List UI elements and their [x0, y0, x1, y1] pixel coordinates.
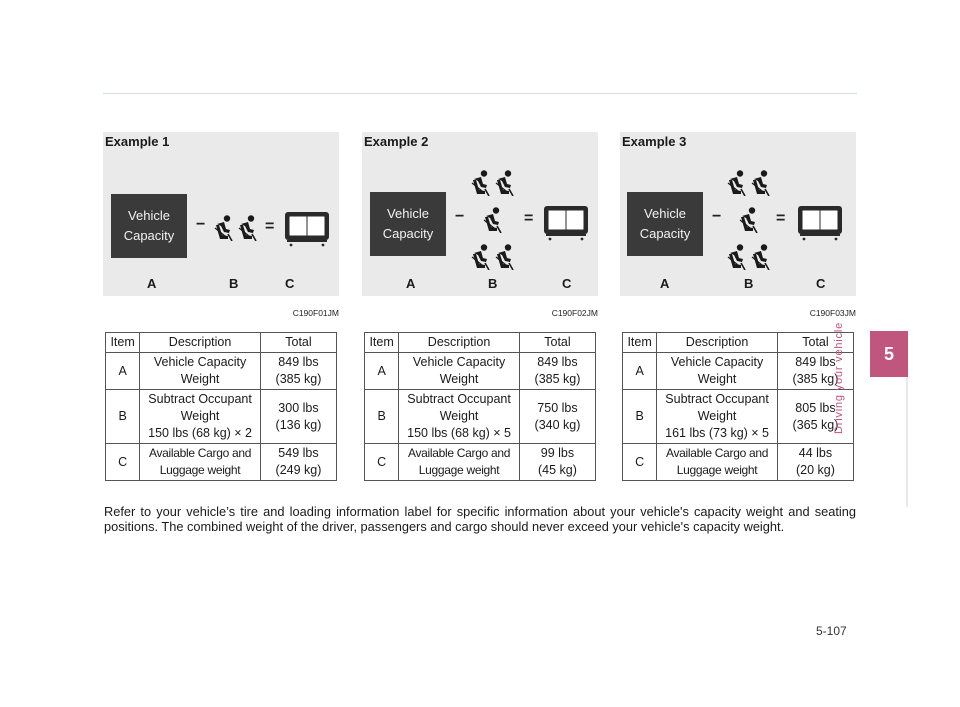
minus-sign: − — [196, 216, 206, 233]
label-c: C — [285, 276, 295, 291]
desc-line: Available Cargo and — [148, 446, 252, 460]
capacity-table — [105, 332, 337, 481]
total-lbs: 849 lbs — [278, 355, 319, 369]
desc-line: Weight — [697, 372, 737, 386]
total-lbs: 44 lbs — [798, 446, 833, 460]
capacity-table — [364, 332, 596, 481]
occupant-icon — [494, 244, 514, 270]
equals-sign: = — [265, 218, 275, 235]
total-lbs: 805 lbs — [795, 400, 836, 415]
equals-sign: = — [524, 210, 534, 227]
occupant-icon — [738, 207, 758, 233]
luggage-icon — [796, 202, 844, 242]
occupant-icon — [750, 170, 770, 196]
desc-line: Weight — [697, 409, 737, 423]
occupant-icon — [482, 207, 502, 233]
figure-code: C190F02JM — [551, 308, 598, 318]
top-rule — [103, 93, 857, 94]
total-lbs: 549 lbs — [278, 446, 319, 460]
header-item: Item — [623, 333, 657, 353]
occupant-icon — [237, 215, 257, 241]
total-kg: (365 kg) — [792, 417, 839, 432]
row-total — [260, 444, 336, 481]
row-description — [140, 353, 261, 390]
row-description — [399, 353, 520, 390]
row-description — [399, 444, 520, 481]
vehicle-capacity-box — [370, 192, 446, 256]
label-b: B — [229, 276, 239, 291]
figure-code: C190F01JM — [292, 308, 339, 318]
table-header-row — [106, 333, 337, 353]
example-title: Example 3 — [622, 134, 687, 149]
label-a: A — [406, 276, 416, 291]
vc-line-1: Vehicle — [644, 206, 686, 221]
desc-line: Luggage weight — [159, 463, 241, 477]
row-item: B — [106, 390, 140, 444]
row-total — [777, 444, 853, 481]
table-header-row — [365, 333, 596, 353]
vehicle-capacity-box — [627, 192, 703, 256]
table-row — [365, 444, 596, 481]
occupant-icon — [726, 244, 746, 270]
total-kg: (385 kg) — [275, 372, 322, 386]
occupant-icon — [494, 170, 514, 196]
example-title: Example 2 — [364, 134, 429, 149]
minus-sign: − — [712, 208, 722, 225]
row-item: A — [365, 353, 399, 390]
occupant-icon — [470, 170, 490, 196]
row-description — [657, 444, 778, 481]
label-a: A — [660, 276, 670, 291]
occupant-icon — [750, 244, 770, 270]
vc-line-1: Vehicle — [128, 208, 170, 223]
row-item: C — [106, 444, 140, 481]
row-item: A — [623, 353, 657, 390]
table-row — [365, 353, 596, 390]
desc-line: Subtract Occupant — [148, 392, 252, 406]
row-description — [140, 390, 261, 444]
desc-line: Luggage weight — [676, 463, 758, 477]
chapter-tab-strip — [906, 377, 908, 507]
desc-line: Weight — [180, 372, 220, 386]
row-total — [519, 444, 595, 481]
total-lbs: 849 lbs — [537, 355, 578, 369]
desc-line: Subtract Occupant — [407, 392, 511, 406]
vc-line-1: Vehicle — [387, 206, 429, 221]
total-kg: (385 kg) — [792, 372, 839, 386]
vc-line-2: Capacity — [639, 226, 691, 241]
total-kg: (136 kg) — [275, 417, 322, 432]
total-lbs: 99 lbs — [540, 446, 575, 460]
total-lbs: 300 lbs — [278, 400, 319, 415]
desc-line: Weight — [439, 409, 479, 423]
table-row — [623, 353, 854, 390]
label-b: B — [744, 276, 754, 291]
desc-line: Subtract Occupant — [665, 392, 769, 406]
row-total — [519, 353, 595, 390]
row-item: A — [106, 353, 140, 390]
row-item: C — [365, 444, 399, 481]
row-total — [260, 390, 336, 444]
row-item: B — [623, 390, 657, 444]
desc-line: Vehicle Capacity — [412, 355, 506, 369]
row-item: B — [365, 390, 399, 444]
label-c: C — [562, 276, 572, 291]
occupant-icon — [213, 215, 233, 241]
table-row — [106, 444, 337, 481]
total-kg: (340 kg) — [534, 417, 581, 432]
total-kg: (249 kg) — [275, 463, 322, 477]
desc-line: Available Cargo and — [665, 446, 769, 460]
luggage-icon — [283, 208, 331, 248]
table-row — [106, 390, 337, 444]
header-item: Item — [106, 333, 140, 353]
footnote-paragraph: Refer to your vehicle’s tire and loading information label for specific information about your vehicle's capacity weight and seating positions. The combined weight of the driver, passengers and cargo should never exceed your vehicle's capacity weight. — [104, 504, 856, 534]
desc-line: Vehicle Capacity — [153, 355, 247, 369]
row-item: C — [623, 444, 657, 481]
row-description — [399, 390, 520, 444]
label-c: C — [816, 276, 826, 291]
total-kg: (385 kg) — [534, 372, 581, 386]
header-description: Description — [399, 333, 520, 353]
equals-sign: = — [776, 210, 786, 227]
total-lbs: 750 lbs — [537, 400, 578, 415]
desc-line: 161 lbs (73 kg) × 5 — [665, 426, 770, 440]
capacity-table — [622, 332, 854, 481]
total-kg: (20 kg) — [796, 463, 835, 477]
row-total — [260, 353, 336, 390]
desc-line: Weight — [439, 372, 479, 386]
occupant-icon — [470, 244, 490, 270]
header-total: Total — [519, 333, 595, 353]
page-number: 5-107 — [816, 624, 847, 638]
header-total: Total — [777, 333, 853, 353]
vc-line-2: Capacity — [123, 228, 175, 243]
header-total: Total — [260, 333, 336, 353]
chapter-tab-number: 5 — [870, 331, 908, 377]
row-description — [657, 390, 778, 444]
desc-line: 150 lbs (68 kg) × 5 — [407, 426, 512, 440]
total-lbs: 849 lbs — [795, 355, 836, 369]
table-row — [106, 353, 337, 390]
row-description — [657, 353, 778, 390]
occupant-icon — [726, 170, 746, 196]
vehicle-capacity-box — [111, 194, 187, 258]
desc-line: Luggage weight — [418, 463, 500, 477]
header-description: Description — [140, 333, 261, 353]
total-kg: (45 kg) — [538, 463, 577, 477]
example-title: Example 1 — [105, 134, 170, 149]
minus-sign: − — [455, 208, 465, 225]
table-row — [623, 390, 854, 444]
table-row — [623, 444, 854, 481]
vc-line-2: Capacity — [382, 226, 434, 241]
chapter-tab-title: Driving your vehicle — [833, 322, 846, 434]
header-item: Item — [365, 333, 399, 353]
table-header-row — [623, 333, 854, 353]
desc-line: 150 lbs (68 kg) × 2 — [148, 426, 253, 440]
table-row — [365, 390, 596, 444]
row-description — [140, 444, 261, 481]
desc-line: Weight — [180, 409, 220, 423]
label-a: A — [147, 276, 157, 291]
row-total — [519, 390, 595, 444]
label-b: B — [488, 276, 498, 291]
desc-line: Available Cargo and — [407, 446, 511, 460]
figure-code: C190F03JM — [809, 308, 856, 318]
luggage-icon — [542, 202, 590, 242]
header-description: Description — [657, 333, 778, 353]
desc-line: Vehicle Capacity — [670, 355, 764, 369]
